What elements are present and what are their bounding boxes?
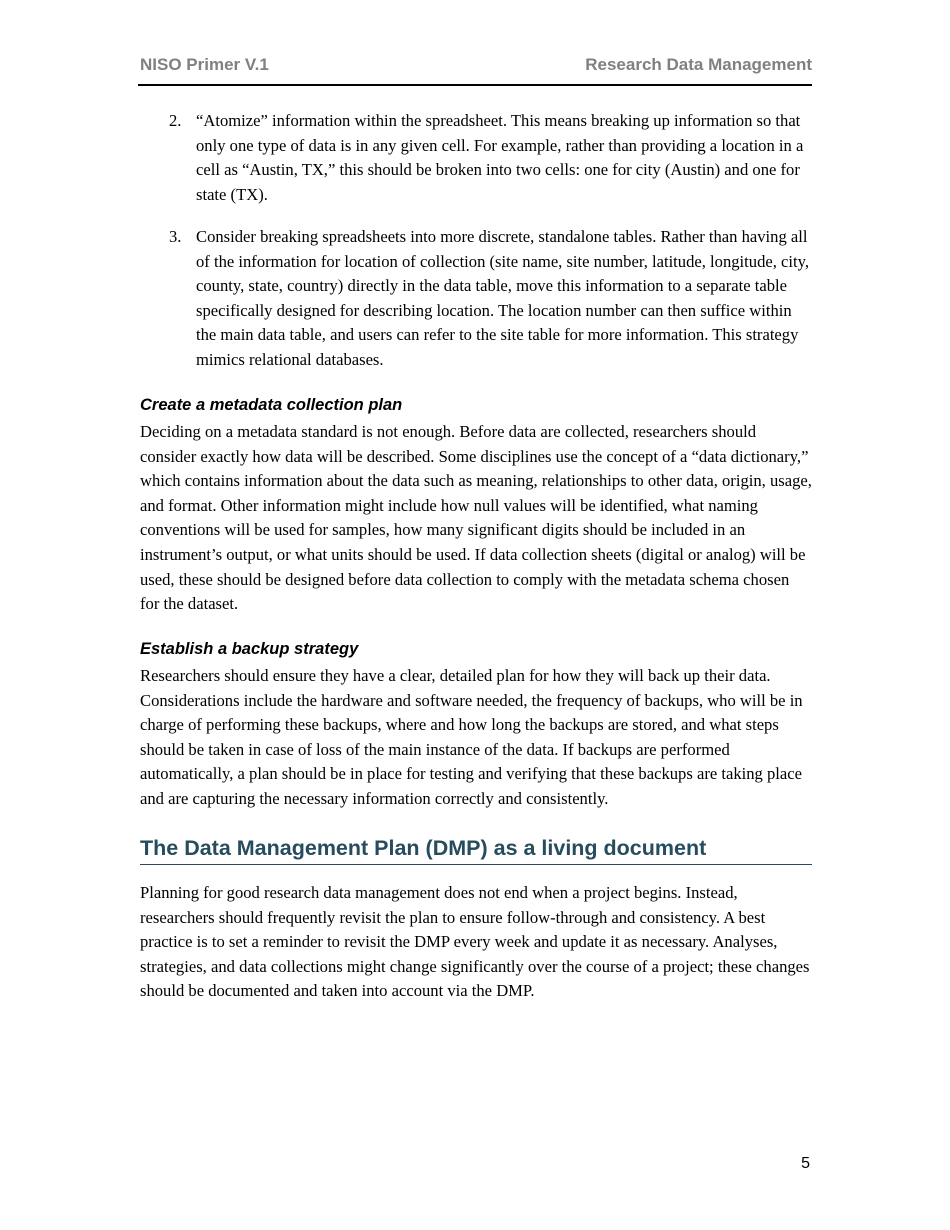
paragraph-dmp: Planning for good research data management does not end when a project begins. Instead, researchers should frequently revisit the plan to ensure follow-through and consistency. A best practice is to set a reminder to revisit the DMP every week and update it as necessary. Analyses, strategies, and data collections might change significantly over the course of a project; these changes should be documented and taken into account via the DMP. bbox=[140, 883, 810, 1001]
list-text: Consider breaking spreadsheets into more discrete, standalone tables. Rather than having all of the information for location of collection (site name, site number, latitude, longitude, city, county, state, country) directly in the data table, move this information to a separate table specifically designed for describing location. The location number can then suffice within the main data table, and users can refer to the site table for more information. This strategy mimics relational databases. bbox=[196, 227, 809, 369]
header-section-title: Research Data Management bbox=[585, 55, 812, 74]
list-number: 2. bbox=[169, 111, 182, 130]
subheading-backup-strategy: Establish a backup strategy bbox=[140, 640, 359, 658]
subheading-metadata-plan: Create a metadata collection plan bbox=[140, 396, 403, 414]
page-number: 5 bbox=[801, 1155, 810, 1172]
list-number: 3. bbox=[169, 227, 182, 246]
running-header bbox=[140, 55, 812, 75]
paragraph-metadata-plan: Deciding on a metadata standard is not enough. Before data are collected, researchers should consider exactly how data will be described. Some disciplines use the concept of a “data dictionary,” which contains information about the data such as meaning, relationships to other data, origin, usage, and format. Other information might include how null values will be identified, what naming conventions will be used for samples, how many significant digits should be included in an instrument’s output, or what units should be used. If data collection sheets (digital or analog) will be used, these should be designed before data collection to comply with the metadata schema chosen for the dataset. bbox=[140, 422, 812, 614]
header-divider bbox=[138, 84, 812, 86]
section-heading-dmp: The Data Management Plan (DMP) as a living document bbox=[140, 836, 707, 860]
list-text: “Atomize” information within the spreadsheet. This means breaking up information so that only one type of data is in any given cell. For example, rather than providing a location in a cell as “Austin, TX,” this should be broken into two cells: one for city (Austin) and one for state (TX). bbox=[196, 111, 804, 204]
header-document-title: NISO Primer V.1 bbox=[140, 55, 269, 74]
paragraph-backup-strategy: Researchers should ensure they have a clear, detailed plan for how they will back up their data. Considerations include the hardware and software needed, the frequency of backups, who will be in charge of performing these backups, where and how long the backups are stored, and what steps should be taken in case of loss of the main instance of the data. If backups are performed automatically, a plan should be in place for testing and verifying that these backups are taking place and are capturing the necessary information correctly and consistently. bbox=[140, 666, 803, 808]
section-divider bbox=[140, 864, 812, 865]
